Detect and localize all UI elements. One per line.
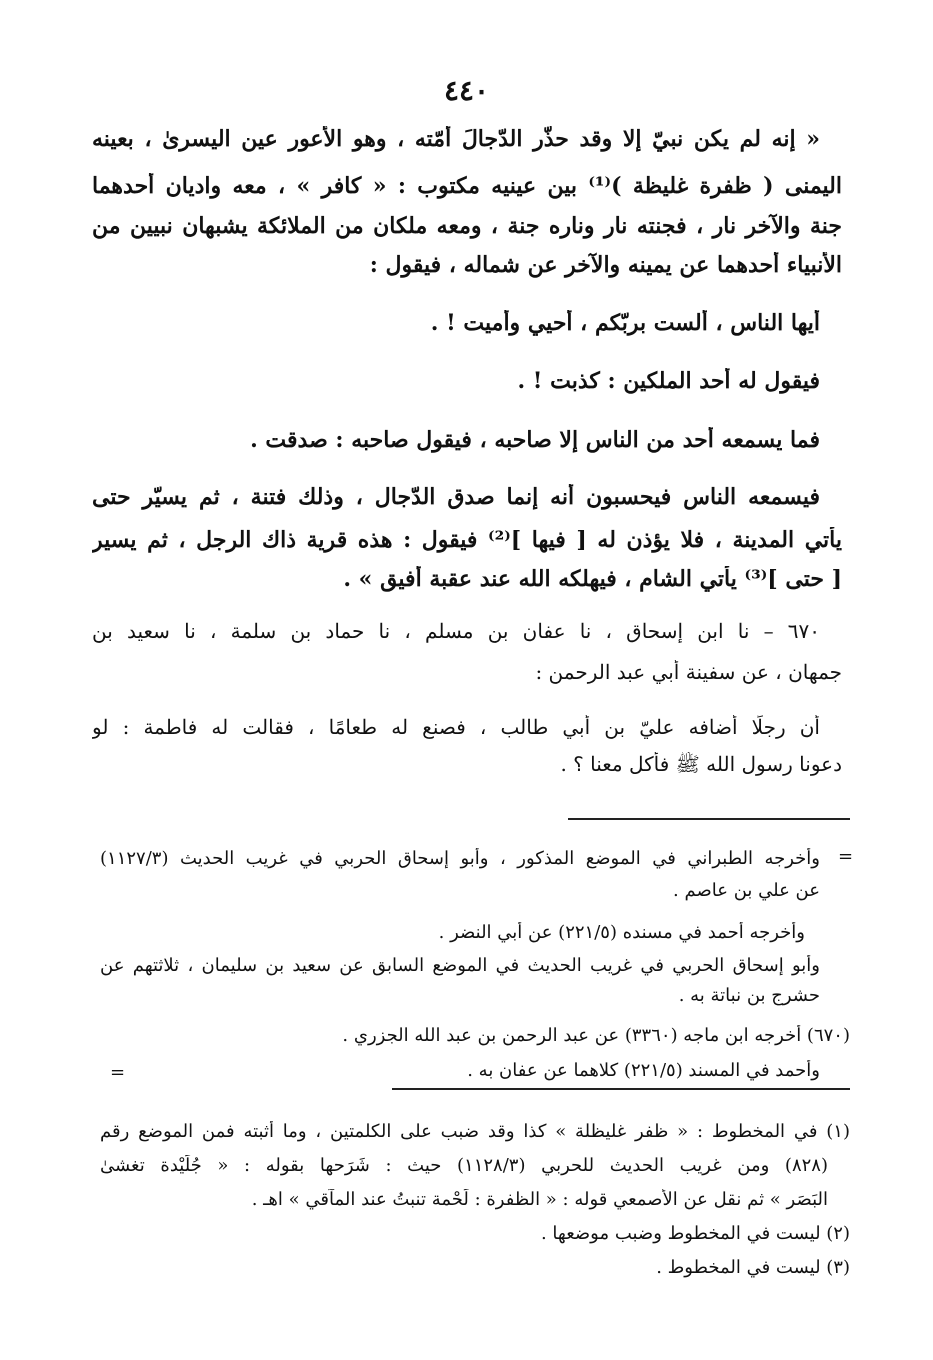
hadith-670-text-line-2: دعونا رسول الله ﷺ فأكل معنا ؟ . [560, 752, 842, 776]
takhrij-line-4: وأبو إسحاق الحربي في غريب الحديث في الموضع السابق عن سعيد بن سليمان ، ثلاثتهم عن [100, 955, 820, 976]
hadith-669-line-4: الأنبياء أحدهما عن يمينه والآخر عن شماله ، فيقول : [369, 252, 842, 278]
hadith-669-line-2: اليمنى ( ظفرة غليظة )⁽¹⁾ بين عينيه مكتوب : « كافر » ، معه واديان أحدهما [92, 173, 842, 199]
continuation-line-1: فيسمعه الناس فيحسبون أنه إنما صدق الدّجال ، وذلك فتنة ، ثم يسيّر حتى [92, 484, 820, 510]
hadith-669-line-1: « إنه لم يكن نبيّ إلا وقد حذّر الدّجالَ أمّته ، وهو الأعور عين اليسرىٰ ، بعينه [92, 126, 820, 152]
footnote-1-line-2: (٨٢٨) ومن غريب الحديث للحربي (١١٢٨/٣) حيث : شَرَحها بقوله : « جُلَيْدة تغشىٰ [100, 1155, 828, 1176]
takhrij-line-6: (٦٧٠) أخرجه ابن ماجه (٣٣٦٠) عن عبد الرحمن بن عبد الله الجزري . [342, 1025, 850, 1046]
hadith-669-line-3: جنة والآخر نار ، فجنته نار وناره جنة ، ومعه ملكان من الملائكة يشبهان نبيين من [92, 213, 842, 239]
footnote-2: (٢) ليست في المخطوط وضبب موضعها . [540, 1223, 850, 1244]
hadith-670-text-line-1: أن رجلًا أضافه عليّ بن أبي طالب ، فصنع له طعامًا ، فقالت له فاطمة : لو [92, 715, 820, 739]
footnote-3: (٣) ليست في المخطوط . [656, 1257, 850, 1278]
footnote-1-line-1: (١) في المخطوط : « ظفر غليظلة » كذا وقد ضبب على الكلمتين ، وما أثبته فمن الموضع رقم [100, 1121, 850, 1142]
dialogue-line-3: فما يسمعه أحد من الناس إلا صاحبه ، فيقول صاحبه : صدقت . [250, 427, 820, 453]
takhrij-line-7: وأحمد في المسند (٢٢١/٥) كلاهما عن عفان به . [467, 1060, 820, 1081]
continuation-marker-top: = [838, 846, 854, 867]
separator-rule-top [568, 818, 850, 820]
continuation-line-2: يأتي المدينة ، فلا يؤذن له [ فيها ]⁽²⁾ فيقول : هذه قرية ذاك الرجل ، ثم يسير [92, 527, 842, 553]
takhrij-line-1: وأخرجه الطبراني في الموضع المذكور ، وأبو إسحاق الحربي في غريب الحديث (١١٢٧/٣) [100, 848, 820, 869]
takhrij-line-3: وأخرجه أحمد في مسنده (٢٢١/٥) عن أبي النضر . [438, 922, 805, 943]
dialogue-line-2: فيقول له أحد الملكين : كذبت ! . [517, 368, 820, 394]
separator-rule-bottom [392, 1088, 850, 1090]
footnote-1-line-3: البَصَر » ثم نقل عن الأصمعي قوله : « الظفرة : لَحْمة تنبتُ عند المآقي » اهـ . [251, 1189, 828, 1210]
takhrij-line-5: حشرج بن نباتة به . [678, 985, 820, 1006]
hadith-670-isnad-line-2: جمهان ، عن سفينة أبي عبد الرحمن : [535, 660, 842, 684]
hadith-670-isnad-line-1: ٦٧٠ – نا ابن إسحاق ، نا عفان بن مسلم ، نا حماد بن سلمة ، نا سعيد بن [92, 619, 820, 643]
continuation-marker-bottom: = [110, 1062, 126, 1083]
page-number: ٤٤٠ [443, 74, 490, 107]
takhrij-line-2: عن علي بن عاصم . [673, 880, 820, 901]
continuation-line-3: [ حتى ]⁽³⁾ يأتي الشام ، فيهلكه الله عند عقبة أفيق » . [343, 566, 842, 592]
dialogue-line-1: أيها الناس ، ألست بربّكم ، أحيي وأميت ! . [430, 310, 820, 336]
